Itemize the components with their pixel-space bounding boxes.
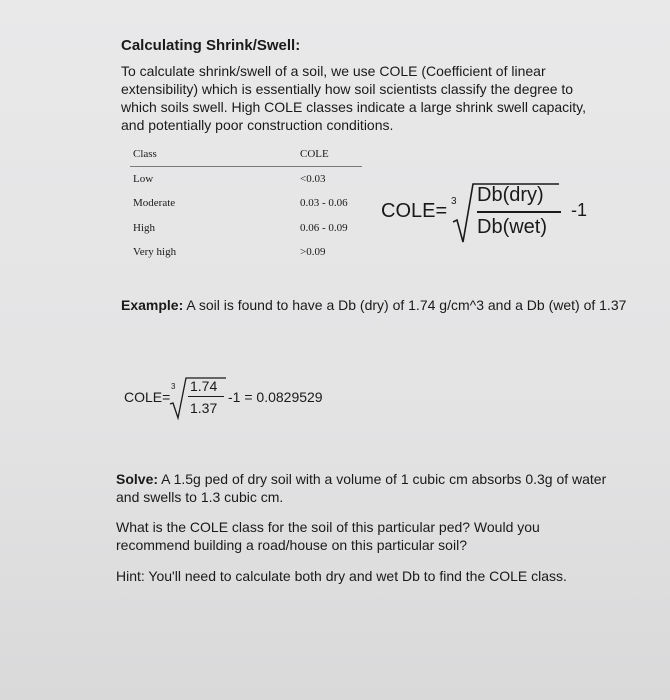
table-header-divider: [130, 166, 362, 167]
formula-suffix: -1: [571, 200, 588, 220]
table-cell-cole: <0.03: [300, 173, 326, 185]
example-text: A soil is found to have a Db (dry) of 1.74 g/cm^3 and a Db (wet) of 1.37: [183, 297, 627, 313]
formula-numerator: Db(dry): [477, 184, 544, 206]
formula-denominator: Db(wet): [477, 216, 548, 238]
example-result: -1 = 0.0829529: [228, 389, 323, 405]
table-cell-class: Moderate: [133, 197, 176, 209]
table-cell-class: High: [133, 222, 155, 234]
example-denominator: 1.37: [190, 400, 218, 416]
fraction-bar: [477, 211, 561, 213]
formula-root-index: 3: [451, 196, 457, 207]
intro-paragraph: To calculate shrink/swell of a soil, we use COLE (Coefficient of linear extensibility) which is essentially how soil scientists classify the degree to which soils swell. High COLE classes indicate a large shrink swell capacity, and potentially poor construction conditions.: [121, 63, 587, 133]
example-formula-lhs: COLE=: [124, 389, 171, 405]
solve-text: A 1.5g ped of dry soil with a volume of 1 cubic cm absorbs 0.3g of water and swells to 1.3 cubic cm.: [116, 471, 607, 505]
solve-paragraph: [116, 470, 616, 506]
example-label: Example:: [121, 297, 184, 313]
question-paragraph: What is the COLE class for the soil of this particular ped? Would you recommend building a road/house on this particular soil?: [116, 519, 540, 553]
table-header-cole: COLE: [300, 148, 329, 160]
table-cell-class: Low: [133, 173, 154, 185]
example-formula: [124, 374, 344, 424]
table-cell-cole: 0.06 - 0.09: [300, 222, 348, 234]
table-cell-cole: 0.03 - 0.06: [300, 197, 348, 209]
table-header-class: Class: [133, 148, 157, 160]
fraction-bar: [188, 396, 224, 397]
example-root-index: 3: [171, 382, 176, 391]
table-cell-cole: >0.09: [300, 246, 326, 258]
hint-paragraph: Hint: You'll need to calculate both dry and wet Db to find the COLE class.: [116, 568, 567, 584]
example-numerator: 1.74: [190, 378, 218, 394]
example-paragraph: [121, 296, 631, 314]
page-title: Calculating Shrink/Swell:: [121, 37, 301, 54]
table-cell-class: Very high: [133, 246, 177, 258]
formula-lhs: COLE=: [381, 200, 448, 222]
cole-formula: [381, 178, 621, 248]
solve-label: Solve:: [116, 471, 159, 487]
